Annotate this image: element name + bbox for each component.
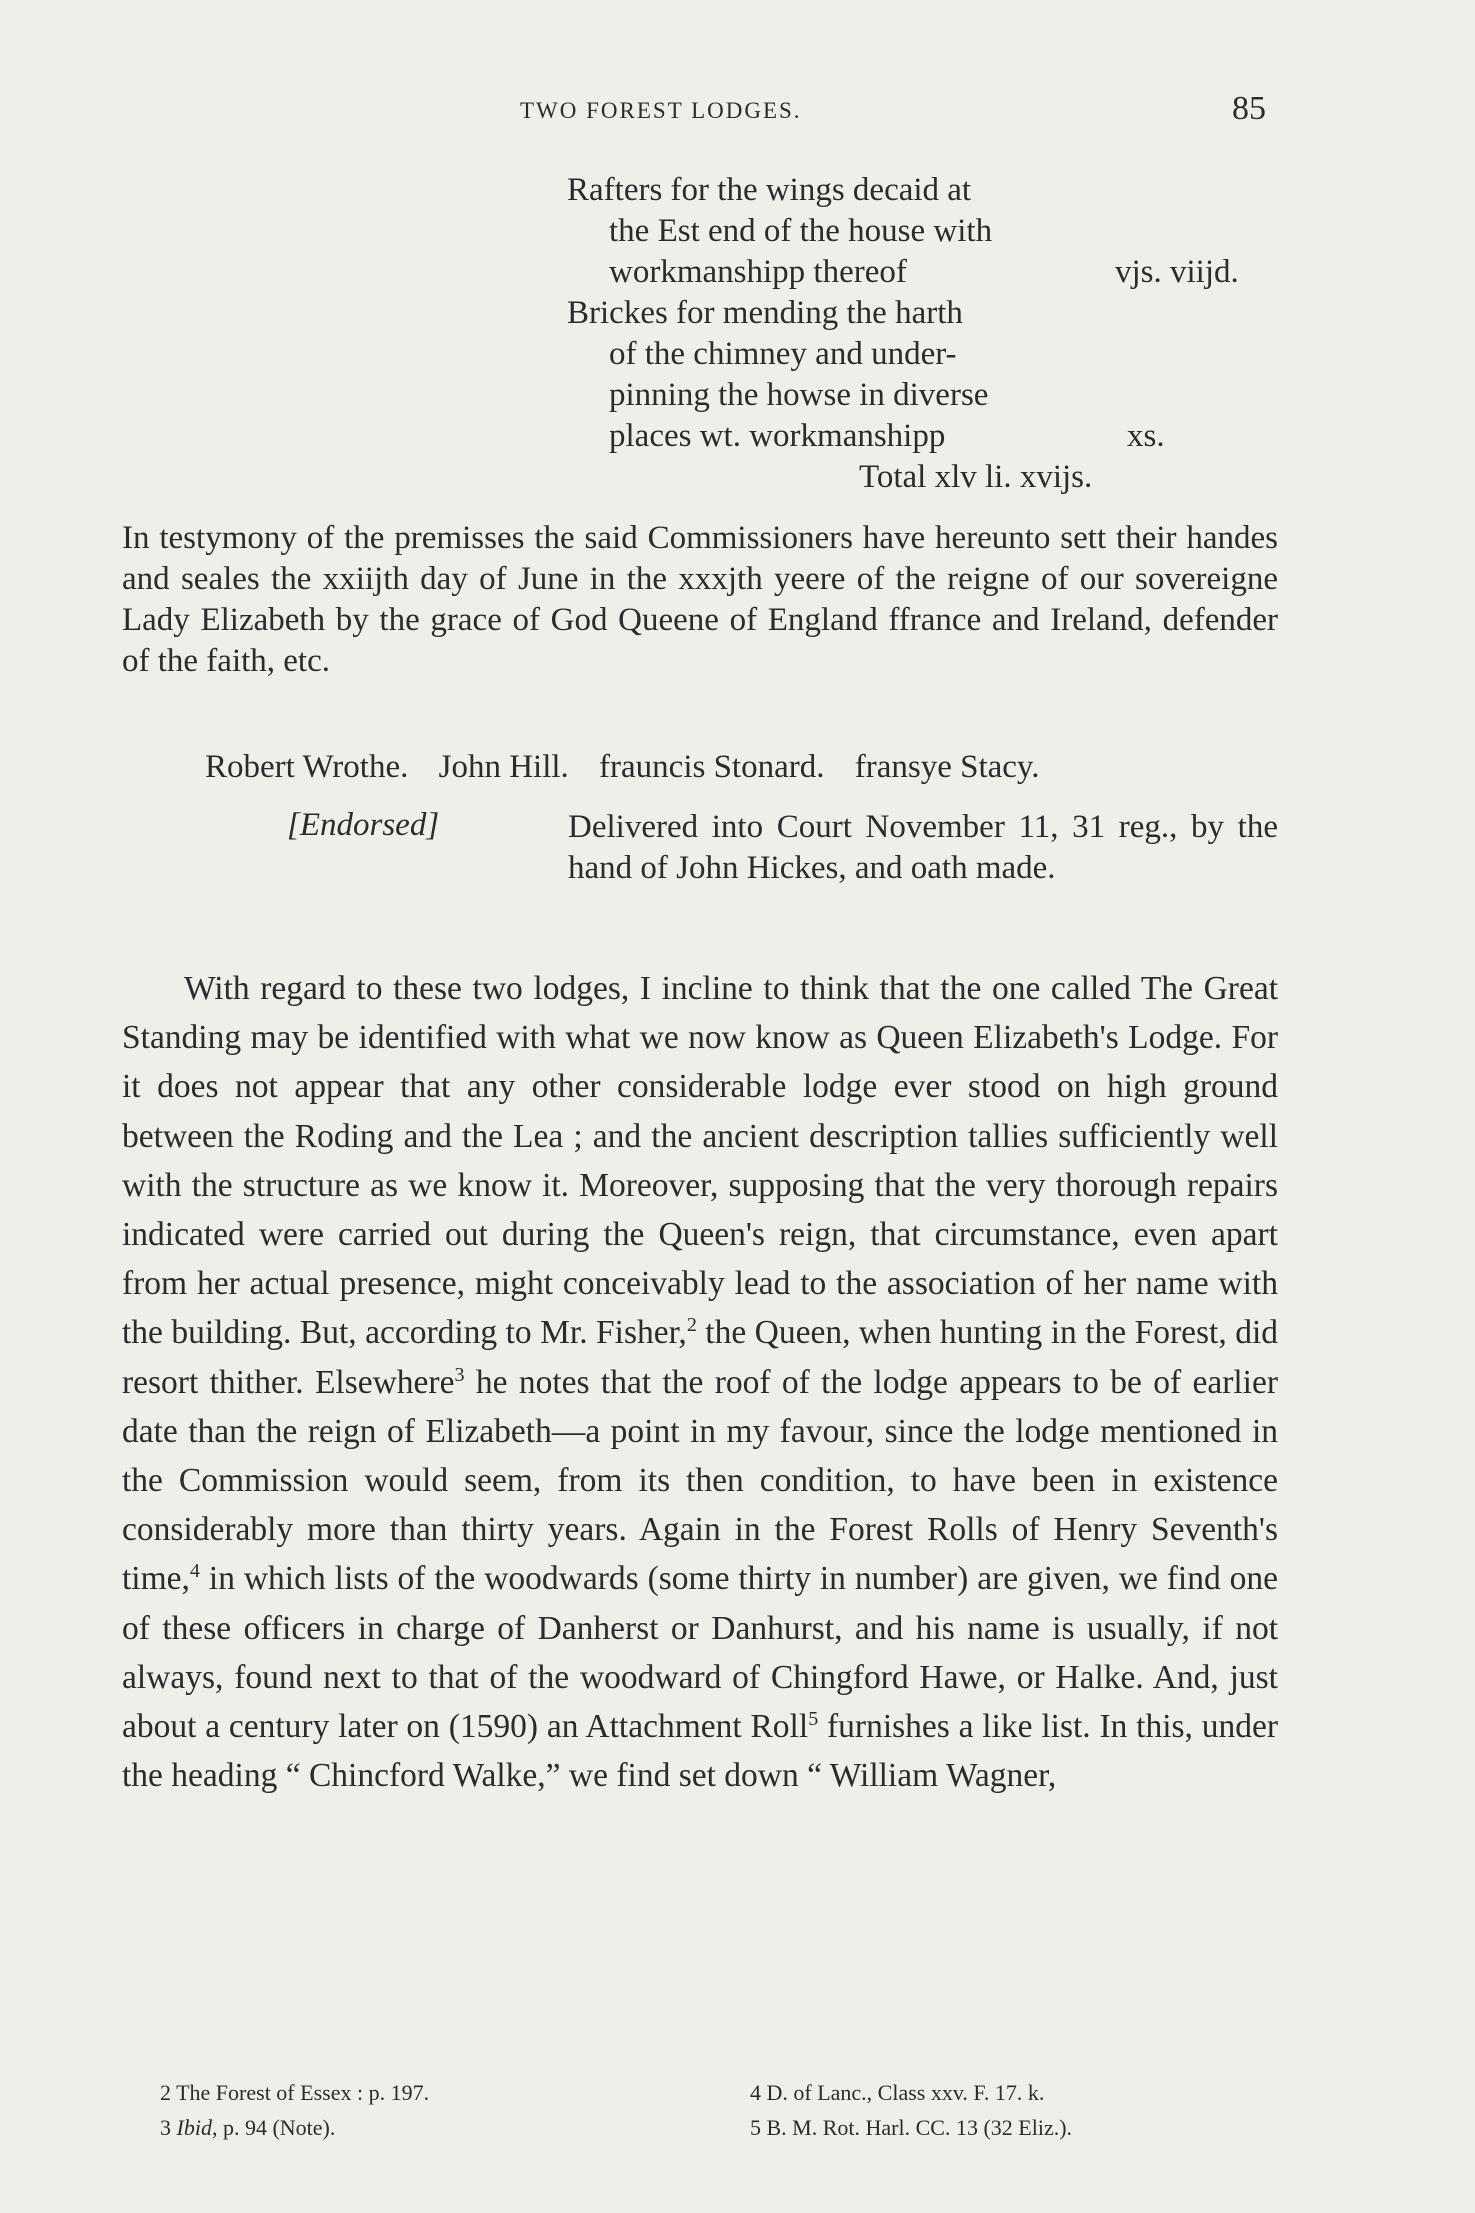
footnote-text: , p. 94 (Note). (211, 2115, 336, 2140)
account-item-line (567, 252, 1287, 293)
body-text: furnishes a like list. In this, under the heading “ Chincford Walke,” we find set down “ William Wagner, (122, 1708, 1278, 1795)
item-text: workmanshipp thereof (609, 254, 907, 290)
account-item-line (567, 170, 1287, 211)
signatures (205, 749, 1062, 786)
endorsed-text: Delivered into Court November 11, 31 reg., by the hand of John Hickes, and oath made. (568, 809, 1278, 886)
body-text: in which lists of the woodwards (some thirty in number) are given, we find one of these officers in charge of Danherst or Danhurst, and his name is usually, if not always, found next to that of the woodward of Chingford Hawe, or Halke. And, just about a century later on (1590) an Attachment Roll (122, 1560, 1278, 1746)
item-text: pinning the howse in diverse (609, 377, 989, 413)
running-title: TWO FOREST LODGES. (520, 98, 802, 123)
item-amount: xs. (1127, 418, 1165, 454)
item-text: the Est end of the house with (609, 213, 993, 249)
item-text: of the chimney and under- (609, 336, 957, 372)
account-item-line (567, 416, 1287, 457)
footnote: 4 D. of Lanc., Class xxv. F. 17. k. (750, 2080, 1045, 2105)
signature-name: fransye Stacy. (854, 749, 1040, 785)
account-total-line (567, 457, 1287, 498)
body-text: With regard to these two lodges, I incline to think that the one called The Great Standing may be identified with what we now know as Queen Elizabeth's Lodge. For it does not appear that any other considerable lodge ever stood on high ground between the Roding and the Lea ; and the ancient description tallies sufficiently well with the structure as we know it. Moreover, supposing that the very thorough repairs indicated were carried out during the Queen's reign, that circumstance, even apart from her actual presence, might conceivably lead to the association of her name with the building. But, according to Mr. Fisher, (122, 970, 1278, 1352)
footnote (160, 2110, 335, 2145)
testimony-paragraph: In testymony of the premisses the said Commissioners have hereunto sett their handes and seales the xxiijth day of June in the xxxjth yeere of the reigne of our sovereigne Lady Elizabeth by the grace of God Queene of England ffrance and Ireland, defender of the faith, etc. (122, 520, 1278, 679)
account-item-line (567, 211, 1287, 252)
footnote-number: 3 (160, 2115, 171, 2140)
footnote-ref: 3 (454, 1363, 465, 1386)
footnote-ref: 4 (189, 1560, 200, 1583)
item-amount: vjs. viijd. (1115, 254, 1239, 290)
signature-name: frauncis Stonard. (599, 749, 825, 785)
account-item-line (567, 293, 1287, 334)
account-item-line (567, 375, 1287, 416)
item-text: places wt. workmanshipp (609, 418, 946, 454)
footnote-ref: 2 (686, 1314, 697, 1337)
page-number: 85 (1232, 90, 1266, 127)
signature-name: Robert Wrothe. (205, 749, 409, 785)
footnote-ref: 5 (808, 1708, 819, 1730)
body-paragraph (122, 964, 1278, 1800)
footnote-ibid: Ibid (176, 2115, 212, 2140)
endorsed-label: [Endorsed] (287, 807, 440, 843)
signature-name: John Hill. (438, 749, 569, 785)
account-item-line (567, 334, 1287, 375)
body-text: he notes that the roof of the lodge appears to be of earlier date than the reign of Elizabeth—a point in my favour, since the lodge mentioned in the Commission would seem, from its then condition, to have been in existence considerably more than thirty years. Again in the Forest Rolls of Henry Seventh's time, (122, 1363, 1279, 1598)
total-amount: Total xlv li. xvijs. (859, 459, 1093, 495)
footnote: 2 The Forest of Essex : p. 197. (160, 2080, 430, 2105)
footnote: 5 B. M. Rot. Harl. CC. 13 (32 Eliz.). (750, 2115, 1073, 2140)
account-items (567, 170, 1287, 498)
body-text: the Queen, when hunting in the Forest, did resort thither. Elsewhere (122, 1314, 1278, 1401)
item-text: Brickes for mending the harth (567, 295, 963, 331)
item-text: Rafters for the wings decaid at (567, 172, 972, 208)
